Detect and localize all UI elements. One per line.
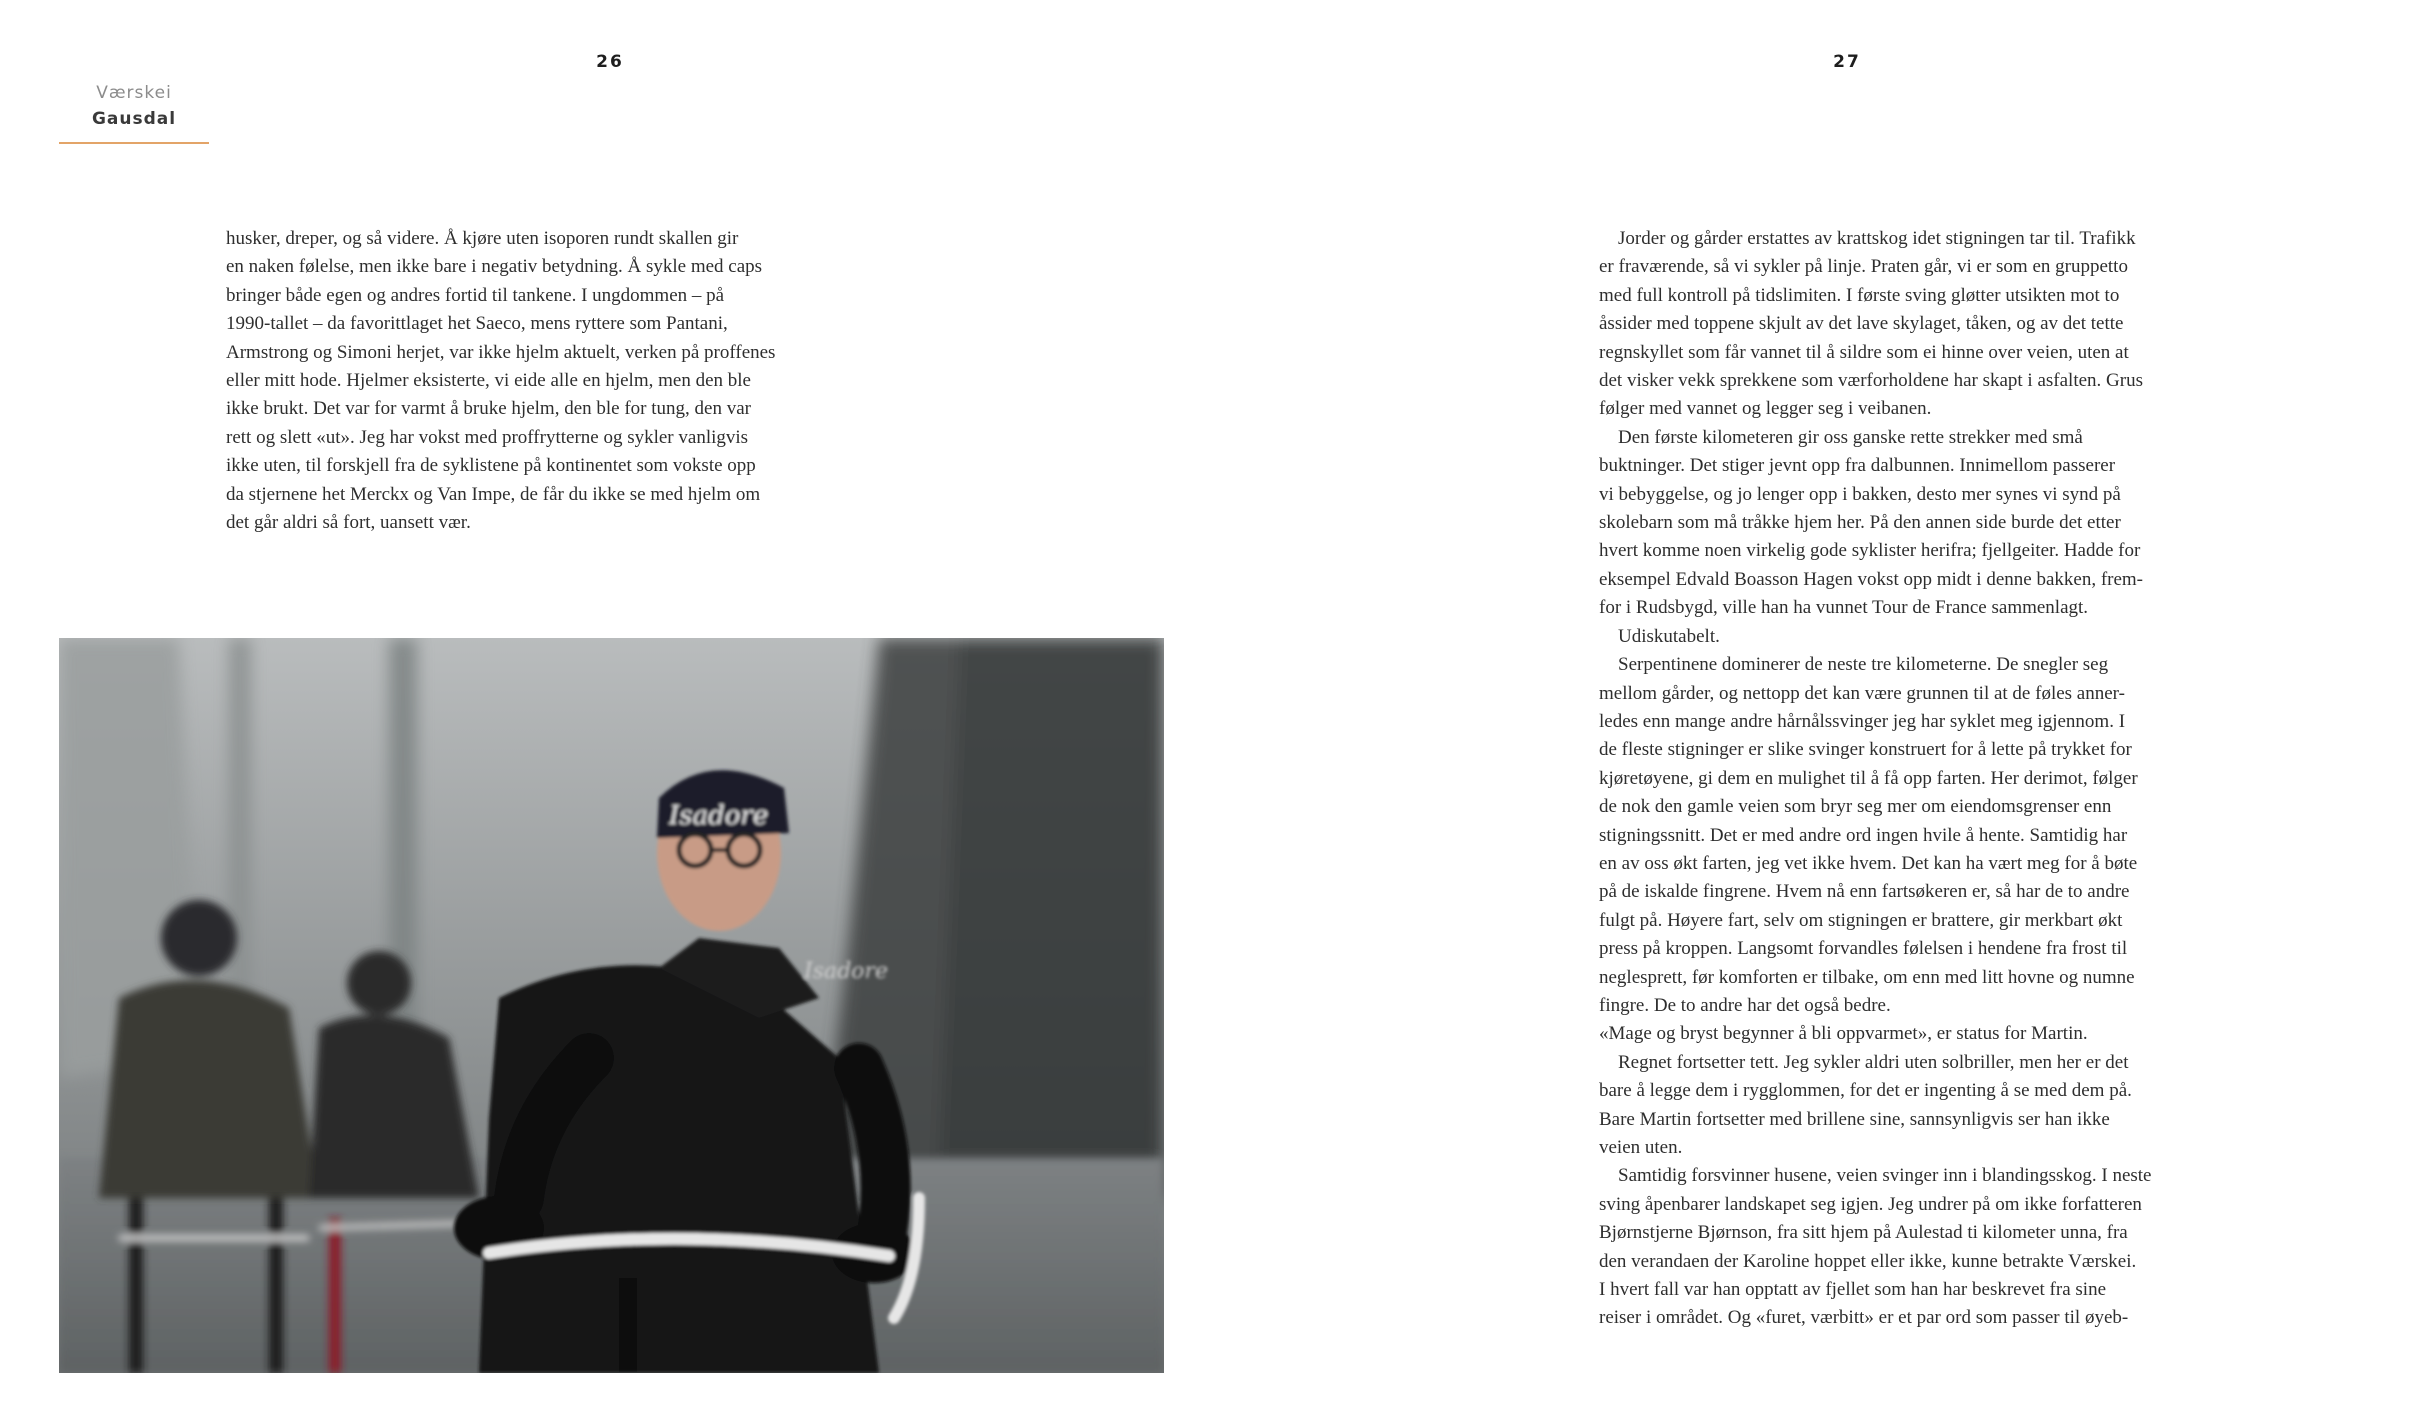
text-line: mellom gårder, og nettopp det kan være grunnen til at de føles anner- xyxy=(1599,682,2125,704)
text-line: rett og slett «ut». Jeg har vokst med proffrytterne og sykler vanligvis xyxy=(226,426,749,448)
text-line: ikke brukt. Det var for varmt å bruke hjelm, den ble for tung, den var xyxy=(226,398,751,420)
text-line: vi bebyggelse, og jo lenger opp i bakken, desto mer synes vi synd på xyxy=(1599,483,2121,505)
text-line: det går aldri så fort, uansett vær. xyxy=(226,512,471,534)
text-line: veien uten. xyxy=(1599,1137,1683,1158)
text-line: Bare Martin fortsetter med brillene sine, sannsynligvis ser han ikke xyxy=(1599,1108,2110,1130)
text-line: Jorder og gårder erstattes av krattskog idet stigningen tar til. Trafikk xyxy=(1618,228,2136,249)
text-line: de fleste stigninger er slike svinger konstruert for å lette på trykket for xyxy=(1599,739,2132,761)
text-line: stigningssnitt. Det er med andre ord ingen hvile å hente. Samtidig har xyxy=(1599,824,2128,846)
chapter-title: Gausdal xyxy=(91,109,177,129)
text-line: fulgt på. Høyere fart, selv om stigningen er brattere, gir merkbart økt xyxy=(1599,909,2123,931)
text-line: Samtidig forsvinner husene, veien svinger inn i blandingsskog. I neste xyxy=(1618,1165,2152,1187)
chapter-rule xyxy=(59,142,209,144)
cyclists-photo xyxy=(59,638,1164,1373)
text-line: «Mage og bryst begynner å bli oppvarmet», er status for Martin. xyxy=(1599,1023,2088,1045)
text-line: eksempel Edvald Boasson Hagen vokst opp midt i denne bakken, frem- xyxy=(1599,568,2144,590)
text-line: bare å legge dem i rygglommen, for det er ingenting å se med dem på. xyxy=(1599,1080,2132,1102)
text-line: en av oss økt farten, jeg vet ikke hvem. Det kan ha vært meg for å bøte xyxy=(1599,852,2138,874)
left-body-text xyxy=(226,225,866,537)
text-line: regnskyllet som får vannet til å sildre som ei hinne over veien, uten at xyxy=(1599,341,2129,363)
text-line: da stjernene het Merckx og Van Impe, de får du ikke se med hjelm om xyxy=(226,483,761,505)
cap-logo-text: Isadore xyxy=(669,801,769,831)
text-line: for i Rudsbygd, ville han ha vunnet Tour de France sammenlagt. xyxy=(1599,597,2089,619)
text-line: hvert komme noen virkelig gode syklister herifra; fjellgeiter. Hadde for xyxy=(1599,540,2141,562)
chapter-subtitle: Værskei xyxy=(96,83,172,103)
text-line: sving åpenbarer landskapet seg igjen. Jeg undrer på om ikke forfatteren xyxy=(1599,1193,2142,1215)
text-line: skolebarn som må tråkke hjem her. På den annen side burde det etter xyxy=(1599,512,2121,534)
text-line: I hvert fall var han opptatt av fjellet som han har beskrevet fra sine xyxy=(1599,1279,2106,1301)
text-line: de nok den gamle veien som bryr seg mer om eiendomsgrenser enn xyxy=(1599,796,2112,818)
text-line: Den første kilometeren gir oss ganske rette strekker med små xyxy=(1618,426,2083,448)
text-line: ledes enn mange andre hårnålssvinger jeg har syklet meg igjennom. I xyxy=(1599,710,2126,732)
text-line: press på kroppen. Langsomt forvandles følelsen i hendene fra frost til xyxy=(1599,938,2128,960)
text-line: eller mitt hode. Hjelmer eksisterte, vi eide alle en hjelm, men den ble xyxy=(226,370,751,392)
right-body-text xyxy=(1599,225,2249,1333)
text-line: husker, dreper, og så videre. Å kjøre uten isoporen rundt skallen gir xyxy=(226,228,739,249)
text-line: på de iskalde fingrene. Hvem nå enn fartsøkeren er, så har de to andre xyxy=(1599,881,2130,903)
text-line: det visker vekk sprekkene som værforholdene har skapt i asfalten. Grus xyxy=(1599,370,2143,392)
cyclists-illustration xyxy=(59,638,1164,1373)
text-line: følger med vannet og legger seg i veibanen. xyxy=(1599,398,1932,420)
text-line: kjøretøyene, gi dem en mulighet til å få opp farten. Her derimot, følger xyxy=(1599,767,2138,789)
right-page xyxy=(1211,0,2422,1417)
text-line: en naken følelse, men ikke bare i negativ betydning. Å sykle med caps xyxy=(226,256,763,278)
text-line: den verandaen der Karoline hoppet eller ikke, kunne betrakte Værskei. xyxy=(1599,1250,2137,1272)
text-line: ikke uten, til forskjell fra de syklistene på kontinentet som vokste opp xyxy=(226,455,756,477)
text-line: fingre. De to andre har det også bedre. xyxy=(1599,994,1891,1016)
text-line: Serpentinene dominerer de neste tre kilometerne. De snegler seg xyxy=(1618,654,2109,676)
text-line: Bjørnstjerne Bjørnson, fra sitt hjem på Aulestad ti kilometer unna, fra xyxy=(1599,1222,2128,1244)
text-line: buktninger. Det stiger jevnt opp fra dalbunnen. Innimellom passerer xyxy=(1599,455,2116,477)
text-line: 1990-tallet – da favorittlaget het Saeco, mens ryttere som Pantani, xyxy=(226,313,728,335)
text-line: åssider med toppene skjult av det lave skylaget, tåken, og av det tette xyxy=(1599,313,2124,335)
text-line: med full kontroll på tidslimiten. I første sving gløtter utsikten mot to xyxy=(1599,284,2120,306)
page-number-right: 27 xyxy=(1833,52,1861,72)
text-line: Udiskutabelt. xyxy=(1618,625,1720,647)
text-line: Regnet fortsetter tett. Jeg sykler aldri uten solbriller, men her er det xyxy=(1618,1051,2129,1073)
text-line: er fraværende, så vi sykler på linje. Praten går, vi er som en gruppetto xyxy=(1599,256,2128,278)
text-line: reiser i området. Og «furet, værbitt» er et par ord som passer til øyeb- xyxy=(1599,1307,2129,1329)
text-line: neglesprett, før komforten er tilbake, om enn med litt hovne og numne xyxy=(1599,966,2135,988)
jacket-logo-text: Isadore xyxy=(804,959,888,984)
chapter-tag xyxy=(59,80,209,144)
text-line: bringer både egen og andres fortid til tankene. I ungdommen – på xyxy=(226,284,725,306)
page-number-left: 26 xyxy=(596,52,624,72)
text-line: Armstrong og Simoni herjet, var ikke hjelm aktuelt, verken på proffenes xyxy=(226,341,776,363)
